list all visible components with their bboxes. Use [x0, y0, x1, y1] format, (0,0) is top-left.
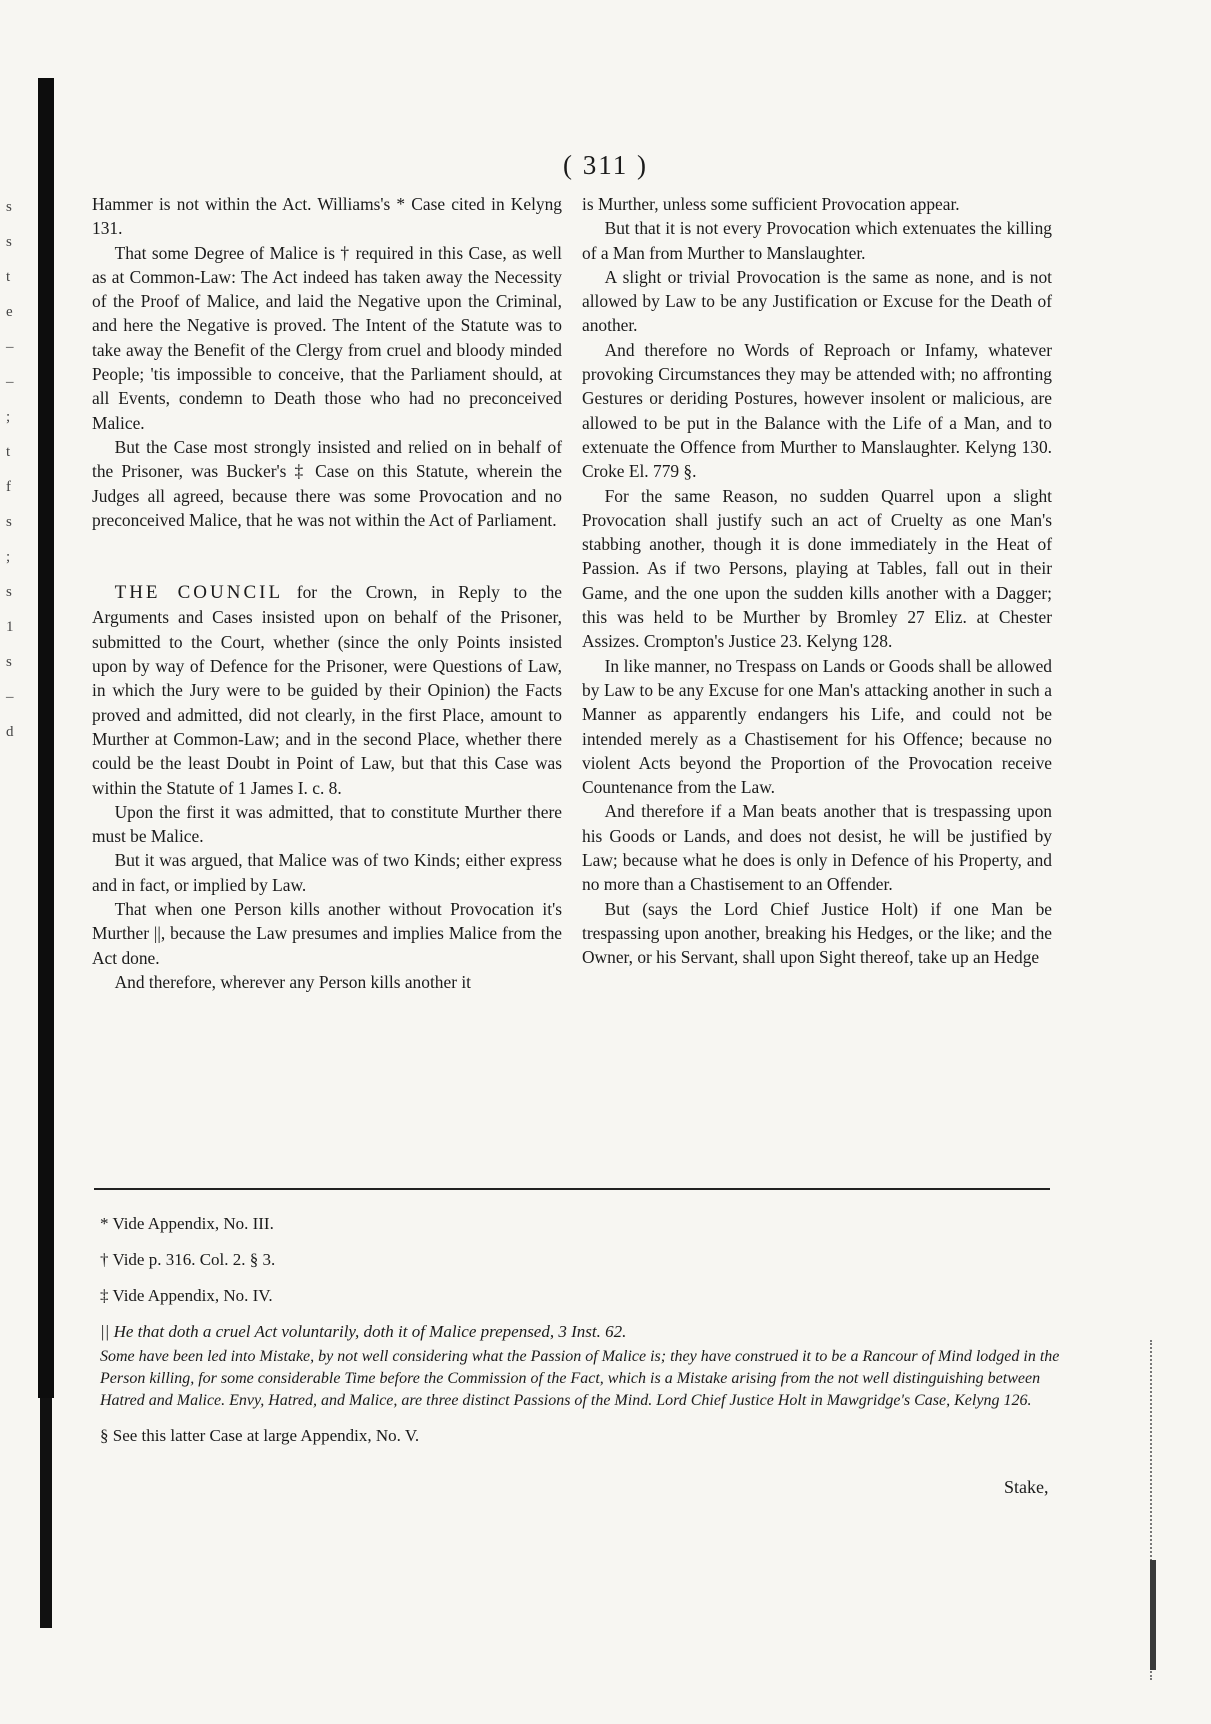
footnote: * Vide Appendix, No. III. — [100, 1214, 274, 1233]
bleed-char: 1 — [6, 619, 14, 635]
right-column — [582, 192, 1052, 970]
bleed-char: – — [6, 689, 14, 705]
binding-shadow — [38, 78, 54, 1398]
bleed-char: s — [6, 514, 12, 530]
bleed-char: t — [6, 444, 11, 460]
paragraph: But the Case most strongly insisted and relied on in behalf of the Prisoner, was Bucker's ‡ Case on this Statute, wherein the Judges all agreed, because there was some Provocation and no preconceived Malice, that he was not within the Act of Parliament. — [92, 436, 562, 530]
left-margin-bleed — [6, 190, 26, 750]
paragraph: But that it is not every Provocation which extenuates the killing of a Man from Murther to Manslaughter. — [582, 218, 1052, 263]
paragraph: But it was argued, that Malice was of two Kinds; either express and in fact, or implied by Law. — [92, 850, 562, 895]
bleed-char: e — [6, 304, 13, 320]
bleed-char: t — [6, 269, 11, 285]
footnote: ‡ Vide Appendix, No. IV. — [100, 1286, 273, 1305]
footnote-continuation: Some have been led into Mistake, by not well considering what the Passion of Malice is; they have construed it to be a Rancour of Mind lodged in the Person killing, for some considerable Time before the Commission of the Fact, which is a Mistake arising from the not well distinguishing between Hatred and Malice. Envy, Hatred, and Malice, are three distinct Passions of the Mind. Lord Chief Justice Holt in Mawgridge's Case, Kelyng 126. — [100, 1348, 1060, 1409]
paragraph: For the same Reason, no sudden Quarrel upon a slight Provocation shall justify such an act of Cruelty as one Man's stabbing another, though it is done immediately in the Heat of Passion. As if two Persons, playing at Tables, fall out in their Game, and the one upon the sudden kills another with a Dagger; this was held to be Murther by Bromley 27 Eliz. at Chester Assizes. Crompton's Justice 23. Kelyng 128. — [582, 485, 1052, 652]
paragraph: Upon the first it was admitted, that to constitute Murther there must be Malice. — [92, 801, 562, 847]
bleed-char: ; — [6, 409, 11, 425]
left-column — [92, 192, 562, 994]
right-edge-shadow — [1150, 1560, 1156, 1670]
paragraph — [92, 580, 562, 800]
paragraph-lead: THE COUNCIL — [114, 582, 284, 604]
paragraph: But (says the Lord Chief Justice Holt) if one Man be trespassing upon another, breaking his Hedges, or the like; and the Owner, or his Servant, shall upon Sight thereof, take up an Hedge — [582, 898, 1052, 968]
footnotes — [100, 1212, 1060, 1460]
footnote: § See this latter Case at large Appendix, No. V. — [100, 1426, 420, 1445]
paragraph-text: for the Crown, in Reply to the Arguments and Cases insisted upon on behalf of the Prisoner, submitted to the Court, whether (since the only Points insisted upon by way of Defence for the Prisoner, were Questions of Law, in which the Jury were to be guided by their Opinion) the Facts proved and admitted, did not clearly, in the first Place, amount to Murther at Common-Law; and in the second Place, whether there could be the least Doubt in Point of Law, but that this Case was within the Statute of 1 James I. c. 8. — [92, 582, 562, 798]
footnote-rule — [94, 1188, 1050, 1190]
bleed-char: s — [6, 234, 12, 250]
paragraph: That when one Person kills another without Provocation it's Murther ||, because the Law presumes and implies Malice from the Act done. — [92, 899, 562, 968]
bleed-char: – — [6, 339, 14, 355]
page-number: ( 311 ) — [563, 150, 648, 180]
bleed-char: s — [6, 584, 12, 600]
footnote: † Vide p. 316. Col. 2. § 3. — [100, 1250, 276, 1269]
bleed-char: s — [6, 654, 12, 670]
paragraph: And therefore, wherever any Person kills another it — [114, 971, 471, 992]
bleed-char: ; — [6, 549, 11, 565]
paragraph: A slight or trivial Provocation is the same as none, and is not allowed by Law to be any Justification or Excuse for the Death of another. — [582, 266, 1052, 336]
paragraph: That some Degree of Malice is † required in this Case, as well as at Common-Law: The Act indeed has taken away the Necessity of the Proof of Malice, and laid the Negative upon the Criminal, and here the Negative is proved. The Intent of the Statute was to take away the Benefit of the Clergy from cruel and bloody minded People; 'tis impossible to conceive, that the Parliament should, at all Events, condemn to Death those who had no preconceived Malice. — [92, 242, 562, 433]
catchword: Stake, — [1004, 1477, 1049, 1497]
paragraph: In like manner, no Trespass on Lands or Goods shall be allowed by Law to be any Excuse for one Man's attacking another in such a Manner as apparently endangers his Life, and could not be intended merely as a Chastisement for his Offence; because no violent Acts beyond the Proportion of the Provocation receive Countenance from the Law. — [582, 655, 1052, 798]
bleed-char: f — [6, 479, 11, 495]
paragraph: And therefore if a Man beats another that is trespassing upon his Goods or Lands, and does not desist, he will be justified by Law; because what he does is only in Defence of his Property, and no more than a Chastisement to an Offender. — [582, 801, 1052, 895]
binding-shadow-lower — [40, 1398, 52, 1628]
bleed-char: d — [6, 724, 14, 740]
paragraph: And therefore no Words of Reproach or Infamy, whatever provoking Circumstances they may be attended with; no affronting Gestures or deriding Postures, however insolent or malicious, are allowed to be put in the Balance with the Life of a Man, and to extenuate the Offence from Murther to Manslaughter. Kelyng 130. Croke El. 779 §. — [582, 339, 1052, 482]
bleed-char: – — [6, 374, 14, 390]
paragraph: is Murther, unless some sufficient Provocation appear. — [582, 194, 960, 214]
footnote: || He that doth a cruel Act voluntarily, doth it of Malice prepensed, 3 Inst. 62. — [100, 1322, 627, 1341]
paragraph: Hammer is not within the Act. Williams's * Case cited in Kelyng 131. — [92, 194, 562, 239]
bleed-char: s — [6, 199, 12, 215]
